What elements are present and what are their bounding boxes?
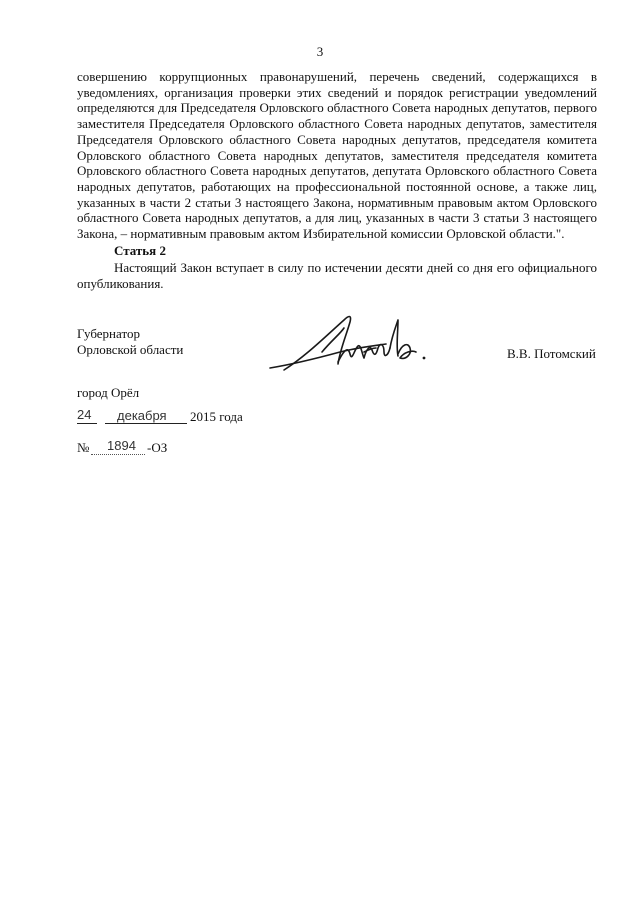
date-month: декабря — [117, 408, 167, 423]
page-number: 3 — [316, 44, 324, 59]
article-text: Настоящий Закон вступает в силу по истечении десяти дней со дня его официального опубликования. — [77, 260, 597, 291]
number-underline — [91, 454, 145, 455]
number-sign: № — [77, 440, 90, 455]
law-number-line — [77, 440, 197, 458]
date-line — [77, 409, 277, 427]
signer-name: В.В. Потомский — [507, 346, 596, 361]
law-number: 1894 — [107, 438, 136, 453]
signer-title-line1: Губернатор — [77, 326, 140, 341]
article-title: Статья 2 — [114, 243, 166, 258]
day-underline — [77, 423, 97, 424]
handwritten-signature — [266, 306, 436, 378]
body-paragraph: совершению коррупционных правонарушений, перечень сведений, содержащихся в уведомлениях, организация проверки этих сведений и порядок регистрации уведомлений определяются для Председателя Орловского областного Совета народных депутатов, первого заместителя Председателя Орловского областного Совета народных депутатов, заместителя Председателя Орловского областного Совета народных депутатов, председателя комитета Орловского областного Совета народных депутатов, заместителя председателя комитета Орловского областного Совета народных депутатов, депутата Орловского областного Совета народных депутатов, работающих на профессиональной постоянной основе, а также лиц, указанных в части 2 статьи 3 настоящего Закона, нормативным правовым актом Орловского областного Совета народных депутатов, а для лиц, указанных в части 3 статьи 3 настоящего Закона, – нормативным правовым актом Избирательной комиссии Орловской области.". — [77, 69, 597, 242]
month-underline — [105, 423, 187, 424]
date-day: 24 — [77, 407, 92, 422]
signer-title-line2: Орловской области — [77, 341, 184, 357]
signer-title — [77, 326, 183, 357]
date-year: 2015 года — [190, 409, 243, 424]
law-number-suffix: -ОЗ — [147, 440, 168, 455]
city: город Орёл — [77, 385, 140, 400]
